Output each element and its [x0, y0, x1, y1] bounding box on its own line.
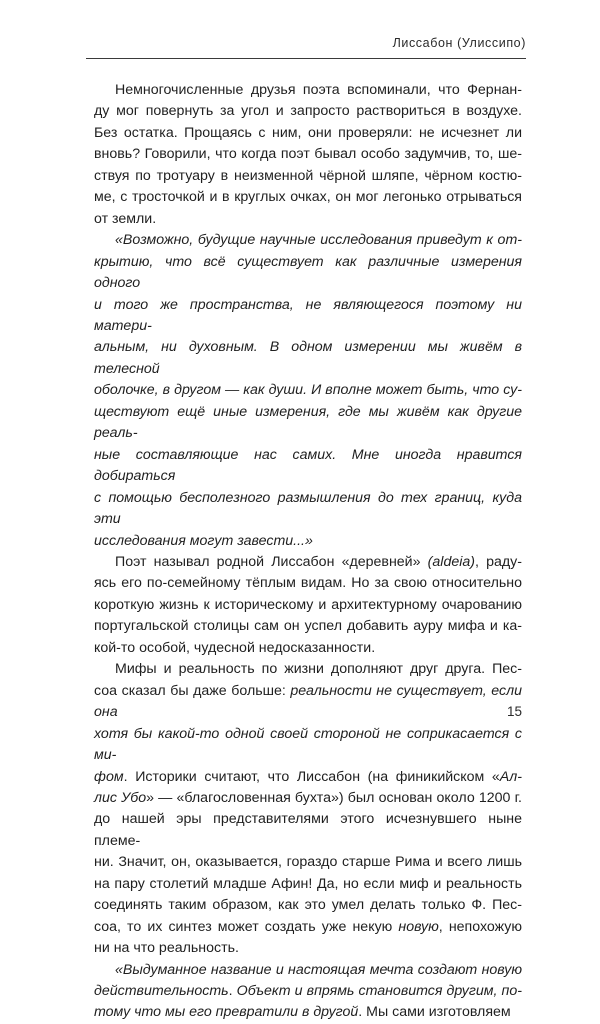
- text-line: [94, 724, 522, 767]
- text-line: [94, 595, 522, 616]
- text-run: соа, то их синтез может создать уже некую: [94, 918, 399, 935]
- text-run: «Выдуманное название и настоящая мечта создают новую: [115, 961, 522, 978]
- text-line: [94, 960, 522, 981]
- text-line: [94, 809, 522, 852]
- paragraph: [94, 659, 522, 959]
- text-run: ни. Значит, он, оказывается, гораздо старше Рима и всего лишь: [94, 854, 522, 871]
- text-run: ду мог повернуть за угол и запросто раствориться в воздухе.: [94, 103, 522, 120]
- text-run: Немногочисленные друзья поэта вспоминали, что Фернан-: [115, 82, 522, 98]
- text-line: [94, 874, 522, 895]
- text-line: [94, 337, 522, 380]
- text-run: Объект и впрямь становится другим, по-: [236, 983, 522, 1000]
- text-run: .: [228, 983, 237, 1000]
- text-run: » — «благословенная бухта») был основан около 1200 г.: [146, 789, 522, 806]
- text-line: [94, 852, 522, 873]
- text-run: Мифы и реальность по жизни дополняют друг друга. Пес-: [115, 661, 522, 678]
- text-run: Ал-: [499, 768, 522, 785]
- text-run: ме, с тросточкой и в круглых очках, он мог легонько отрываться: [94, 189, 522, 206]
- text-line: [94, 123, 522, 144]
- text-line: [94, 101, 522, 122]
- text-line: [94, 616, 522, 637]
- text-run: Поэт называл родной Лиссабон «деревней»: [115, 553, 428, 570]
- text-run: ясь его по-семейному тёплым видам. Но за свою относительно: [94, 575, 522, 592]
- text-run: новую: [398, 918, 439, 935]
- text-run: . Историки считают, что Лиссабон (на финикийском «: [123, 768, 500, 785]
- paragraph: [94, 960, 522, 1024]
- text-line: [94, 552, 522, 573]
- paragraph: [94, 230, 522, 552]
- text-line: [94, 659, 522, 680]
- paragraph: [94, 80, 522, 230]
- text-line: [94, 80, 522, 101]
- text-run: ществуют ещё иные измерения, где мы живём как другие реаль-: [94, 403, 522, 442]
- paragraph: [94, 552, 522, 659]
- text-run: ствуя по тротуару в неизменной чёрной шляпе, чёрном костю-: [94, 167, 522, 184]
- text-run: исследования могут завести...»: [94, 532, 313, 549]
- text-line: [94, 295, 522, 338]
- text-run: лис Убо: [94, 789, 147, 806]
- text-line: [94, 230, 522, 251]
- text-line: [94, 981, 522, 1002]
- text-line: [94, 681, 522, 724]
- text-run: действительность: [94, 983, 229, 1000]
- text-run: оболочке, в другом — как души. И вполне может быть, что су-: [94, 382, 522, 399]
- text-line: [94, 144, 522, 165]
- text-run: вновь? Говорили, что когда поэт бывал особо задумчив, то, ше-: [94, 146, 522, 163]
- text-line: [94, 445, 522, 488]
- text-line: [94, 895, 522, 916]
- body-text: [94, 80, 522, 1024]
- text-run: ни на что реальность.: [94, 940, 239, 957]
- text-run: соа сказал бы даже больше:: [94, 682, 291, 699]
- text-run: . Мы сами изготовляем: [358, 1004, 511, 1021]
- text-line: [94, 573, 522, 594]
- text-run: крытию, что всё существует как различные измерения одного: [94, 253, 522, 292]
- text-line: [94, 1002, 522, 1023]
- text-run: и того же пространства, не являющегося поэтому ни матери-: [94, 296, 522, 334]
- text-run: , раду-: [475, 553, 522, 570]
- text-run: Без остатка. Прощаясь с ним, они проверяли: не исчезнет ли: [94, 124, 522, 141]
- text-run: фом: [94, 768, 124, 785]
- running-title: Лиссабон (Улиссипо): [392, 36, 526, 50]
- text-line: [94, 187, 522, 208]
- text-run: соединять таким образом, как это умел делать только Ф. Пес-: [94, 897, 522, 914]
- text-line: [94, 209, 522, 230]
- text-run: хотя бы какой-то одной своей стороной не соприкасается с ми-: [94, 725, 522, 764]
- text-line: [94, 767, 522, 788]
- text-run: короткую жизнь к историческому и архитектурному очарованию: [94, 596, 522, 613]
- text-run: реальности не существует, если она: [94, 682, 522, 721]
- text-run: кой-то особой, чудесной недосказанности.: [94, 639, 376, 656]
- text-run: тому что мы его превратили в другой: [94, 1004, 359, 1021]
- text-run: от земли.: [94, 210, 157, 227]
- header-rule: [86, 58, 526, 59]
- text-line: [94, 531, 522, 552]
- page-number: 15: [506, 704, 522, 719]
- text-run: (aldeia): [427, 553, 475, 570]
- text-line: [94, 938, 522, 959]
- text-run: с помощью бесполезного размышления до тех границ, куда эти: [94, 489, 522, 528]
- text-line: [94, 166, 522, 187]
- text-run: португальской столицы сам он успел добавить ауру мифа и ка-: [94, 618, 522, 635]
- text-line: [94, 917, 522, 938]
- text-line: [94, 402, 522, 445]
- text-run: ные составляющие нас самих. Мне иногда нравится добираться: [94, 446, 522, 485]
- text-line: [94, 380, 522, 401]
- text-line: [94, 252, 522, 295]
- text-line: [94, 488, 522, 531]
- text-run: альным, ни духовным. В одном измерении мы живём в телесной: [94, 339, 522, 377]
- text-run: , непохожую: [438, 918, 523, 935]
- text-run: до нашей эры представителями этого исчезнувшего ныне племе-: [94, 811, 522, 849]
- text-run: «Возможно, будущие научные исследования приведут к от-: [115, 232, 522, 249]
- text-line: [94, 638, 522, 659]
- text-line: [94, 788, 522, 809]
- text-run: на пару столетий младше Афин! Да, но если миф и реальность: [94, 875, 522, 892]
